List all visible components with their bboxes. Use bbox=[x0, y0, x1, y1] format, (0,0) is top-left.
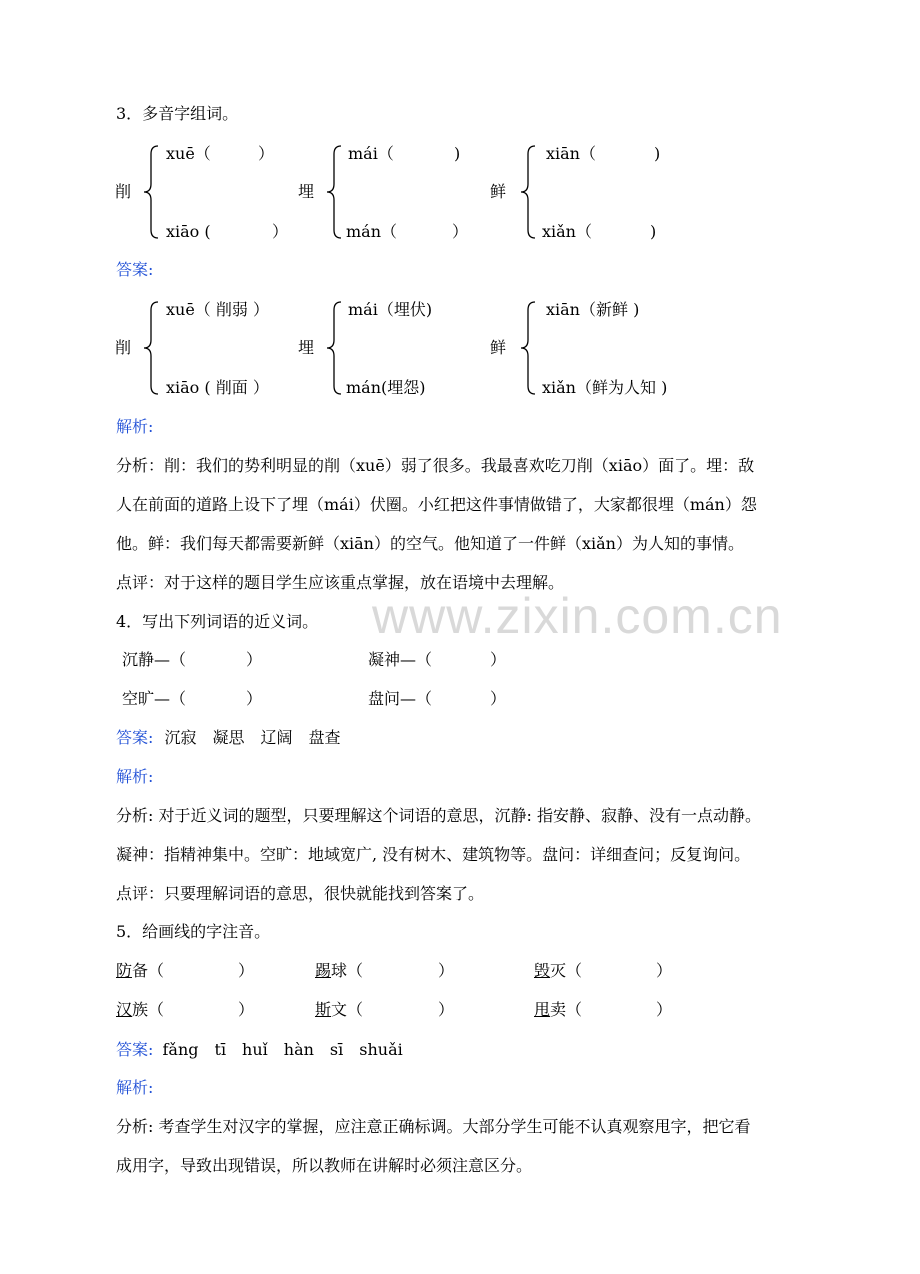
pinyin-close: ） bbox=[438, 1000, 455, 1019]
pinyin-item bbox=[315, 1000, 363, 1020]
group-char: 削 bbox=[115, 182, 132, 201]
pinyin-close: ） bbox=[238, 1000, 255, 1019]
answer-label: 答案: bbox=[116, 728, 154, 747]
reading-top: mái（ bbox=[348, 144, 394, 163]
brace-icon bbox=[325, 300, 345, 396]
underlined-char: 防 bbox=[116, 961, 133, 980]
answer-row bbox=[116, 728, 341, 748]
reading-bottom: mán（ bbox=[346, 222, 398, 241]
pinyin-item bbox=[116, 961, 164, 981]
brace-icon bbox=[519, 300, 539, 396]
reading-top: xuē（ bbox=[166, 144, 211, 163]
synonym-item: 盘问—（ bbox=[368, 689, 433, 708]
answer-bottom: xiāo ( 削面 ） bbox=[166, 378, 269, 397]
underlined-char: 踢 bbox=[315, 961, 332, 980]
analysis-line: 人在前面的道路上设下了埋（mái）伏圈。小红把这件事情做错了，大家都很埋（mán）怨 bbox=[116, 495, 757, 514]
group-char: 鲜 bbox=[490, 338, 507, 357]
synonym-close: ） bbox=[490, 689, 507, 708]
answer-text: fǎng tī huǐ hàn sī shuǎi bbox=[162, 1040, 403, 1059]
reading-bottom: xiāo ( bbox=[166, 222, 211, 241]
analysis-label: 解析: bbox=[116, 767, 154, 786]
pinyin-close: ） bbox=[656, 961, 673, 980]
analysis-label: 解析: bbox=[116, 417, 154, 436]
analysis-line: 分析：削：我们的势利明显的削（xuē）弱了很多。我最喜欢吃刀削（xiāo）面了。埋：敌 bbox=[116, 456, 755, 475]
answer-bottom: mán(埋怨) bbox=[346, 378, 426, 397]
pinyin-item bbox=[116, 1000, 164, 1020]
item-rest: 灭（ bbox=[550, 961, 583, 980]
pinyin-item bbox=[315, 961, 363, 981]
group-char: 削 bbox=[115, 338, 132, 357]
brace-icon bbox=[519, 144, 539, 240]
underlined-char: 汉 bbox=[116, 1000, 133, 1019]
answer-label: 答案: bbox=[116, 1040, 154, 1059]
watermark: www.zixin.com.cn bbox=[372, 588, 783, 644]
reading-bottom-close: ) bbox=[650, 222, 657, 241]
pinyin-close: ） bbox=[438, 961, 455, 980]
brace-icon bbox=[325, 144, 345, 240]
analysis-line: 凝神：指精神集中。空旷：地域宽广, 没有树木、建筑物等。盘问：详细查问；反复询问。 bbox=[116, 845, 751, 864]
pinyin-item bbox=[534, 1000, 582, 1020]
item-rest: 备（ bbox=[132, 961, 165, 980]
answer-bottom: xiǎn（鲜为人知 ) bbox=[542, 378, 668, 397]
underlined-char: 斯 bbox=[315, 1000, 332, 1019]
reading-bottom-close: ） bbox=[272, 222, 289, 241]
answer-top: xiān（新鲜 ) bbox=[546, 300, 640, 319]
item-rest: 文（ bbox=[331, 1000, 364, 1019]
reading-bottom: xiǎn（ bbox=[542, 222, 592, 241]
underlined-char: 甩 bbox=[534, 1000, 551, 1019]
synonym-close: ） bbox=[246, 650, 263, 669]
underlined-char: 毁 bbox=[534, 961, 551, 980]
brace-icon bbox=[142, 300, 162, 396]
item-rest: 卖（ bbox=[550, 1000, 583, 1019]
answer-top: xuē（ 削弱 ） bbox=[166, 300, 269, 319]
synonym-item: 凝神—（ bbox=[368, 650, 433, 669]
reading-top: xiān（ bbox=[546, 144, 596, 163]
answer-text: 沉寂 凝思 辽阔 盘查 bbox=[164, 728, 341, 747]
item-rest: 族（ bbox=[132, 1000, 165, 1019]
answer-label: 答案: bbox=[116, 260, 154, 279]
comment: 点评：对于这样的题目学生应该重点掌握，放在语境中去理解。 bbox=[116, 573, 565, 592]
group-char: 鲜 bbox=[490, 182, 507, 201]
question-5-title: 5．给画线的字注音。 bbox=[116, 922, 271, 941]
synonym-item: 空旷—（ bbox=[122, 689, 187, 708]
analysis-line: 成用字，导致出现错误，所以教师在讲解时必须注意区分。 bbox=[116, 1156, 533, 1175]
group-char: 埋 bbox=[298, 182, 315, 201]
reading-top-close: ) bbox=[654, 144, 661, 163]
brace-icon bbox=[142, 144, 162, 240]
group-char: 埋 bbox=[298, 338, 315, 357]
analysis-line: 分析: 对于近义词的题型，只要理解这个词语的意思，沉静: 指安静、寂静、没有一点动静。 bbox=[116, 806, 761, 825]
answer-top: mái（埋伏) bbox=[348, 300, 433, 319]
reading-bottom-close: ） bbox=[452, 222, 469, 241]
analysis-label: 解析: bbox=[116, 1078, 154, 1097]
comment: 点评：只要理解词语的意思，很快就能找到答案了。 bbox=[116, 884, 485, 903]
answer-row bbox=[116, 1040, 403, 1060]
analysis-line: 他。鲜：我们每天都需要新鲜（xiān）的空气。他知道了一件鲜（xiǎn）为人知的事情。 bbox=[116, 534, 744, 553]
reading-top-close: ) bbox=[454, 144, 461, 163]
question-4-title: 4．写出下列词语的近义词。 bbox=[116, 612, 319, 631]
synonym-close: ） bbox=[490, 650, 507, 669]
synonym-close: ） bbox=[246, 689, 263, 708]
analysis-line: 分析: 考查学生对汉字的掌握，应注意正确标调。大部分学生可能不认真观察甩字，把它看 bbox=[116, 1117, 751, 1136]
pinyin-item bbox=[534, 961, 582, 981]
question-3-title: 3．多音字组词。 bbox=[116, 104, 239, 123]
pinyin-close: ） bbox=[238, 961, 255, 980]
pinyin-close: ） bbox=[656, 1000, 673, 1019]
reading-top-close: ） bbox=[258, 144, 275, 163]
item-rest: 球（ bbox=[331, 961, 364, 980]
synonym-item: 沉静—（ bbox=[122, 650, 187, 669]
